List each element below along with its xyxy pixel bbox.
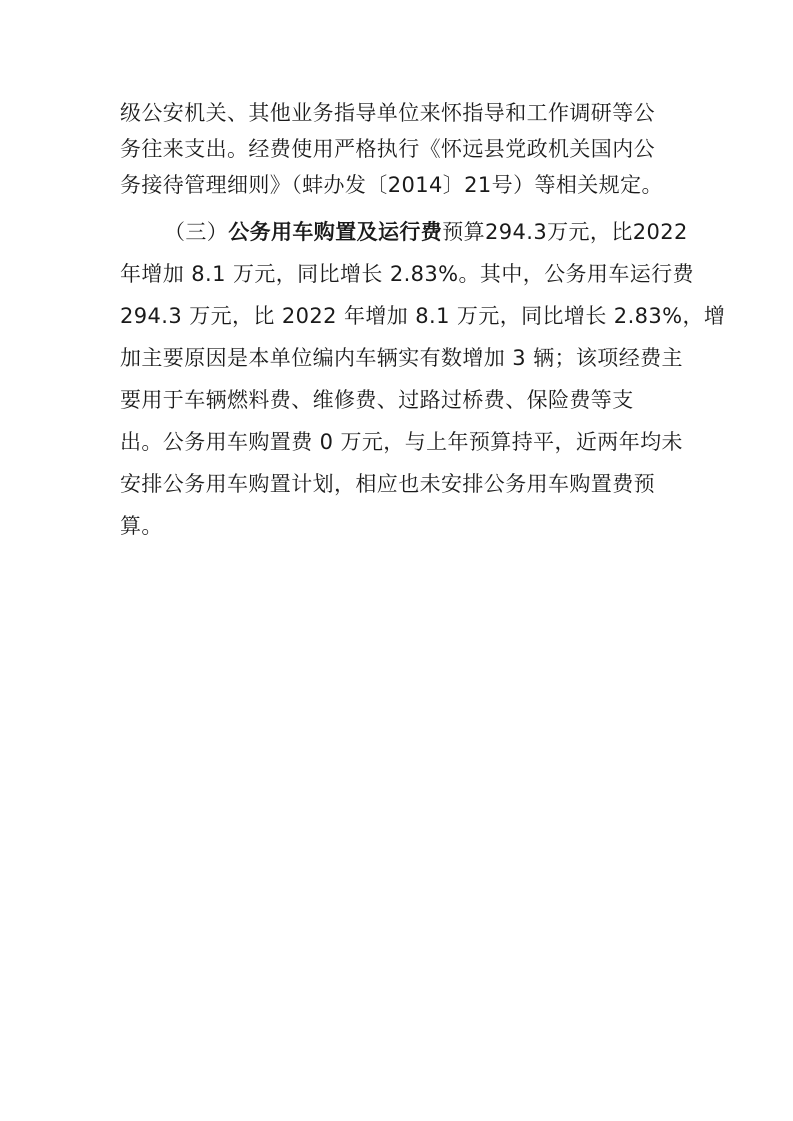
paragraph-reception-expenses [120,95,680,203]
text-line: 务接待管理细则》（蚌办发〔2014〕21号）等相关规定。 [120,173,663,197]
text-span: 预算294.3万元，比2022 [442,220,688,244]
text-line: 要用于车辆燃料费、维修费、过路过桥费、保险费等支 [120,388,634,412]
paragraph-first-line [120,211,688,253]
text-line: 出。公务用车购置费 0 万元，与上年预算持平，近两年均未 [120,430,683,454]
text-line: 算。 [120,514,163,538]
text-line: 安排公务用车购置计划，相应也未安排公务用车购置费预 [120,472,655,496]
text-line: 加主要原因是本单位编内车辆实有数增加 3 辆；该项经费主 [120,346,683,370]
text-line: 294.3 万元，比 2022 年增加 8.1 万元，同比增长 2.83%，增 [120,304,726,328]
text-line: 级公安机关、其他业务指导单位来怀指导和工作调研等公 [120,101,655,125]
section-heading: 公务用车购置及运行费 [228,220,443,244]
section-number: （三） [164,220,229,244]
text-line: 年增加 8.1 万元，同比增长 2.83%。其中，公务用车运行费 [120,262,694,286]
paragraph-vehicle-expenses [120,211,726,547]
text-line: 务往来支出。经费使用严格执行《怀远县党政机关国内公 [120,137,655,161]
